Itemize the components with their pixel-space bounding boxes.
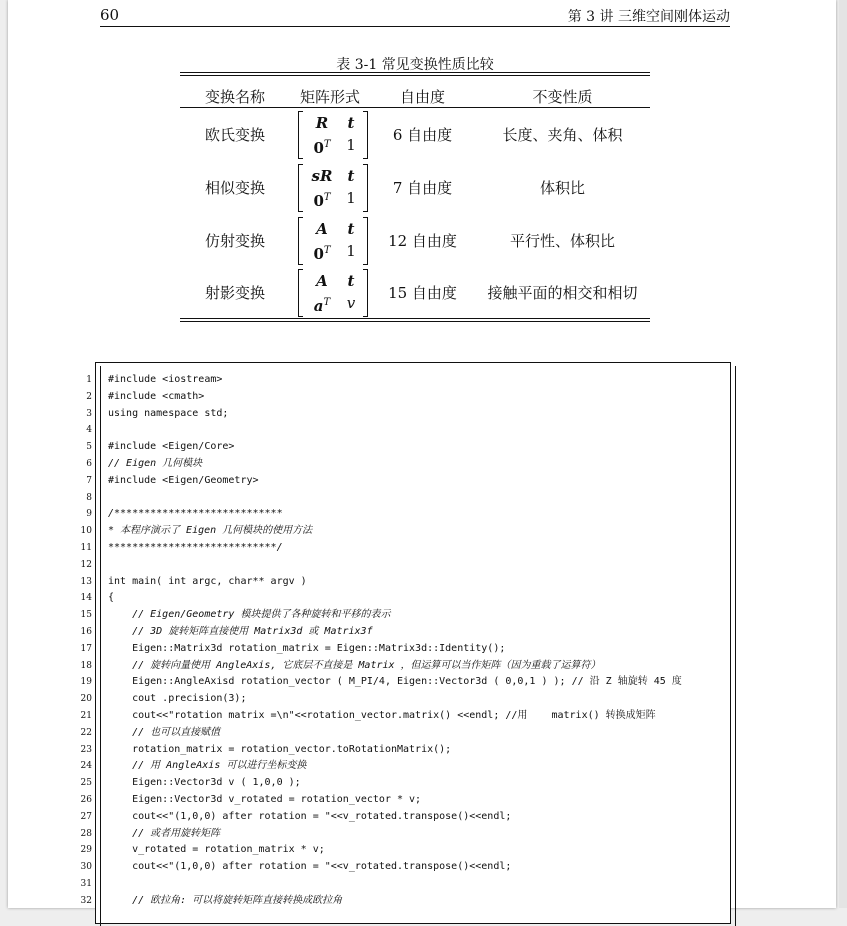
code-line: [0, 775, 730, 792]
code-line: [0, 389, 730, 406]
line-number: 31: [80, 878, 92, 889]
line-number: 26: [80, 794, 92, 805]
code-line: [0, 809, 730, 826]
code-line: [0, 658, 730, 675]
code-line: [0, 893, 730, 910]
line-number: 20: [80, 694, 92, 705]
matrix-entry: t: [347, 167, 355, 185]
table-row-invariant: 长度、夹角、体积: [502, 126, 623, 144]
code-line: [0, 490, 730, 507]
code-line: [0, 826, 730, 843]
code-line: [0, 674, 730, 691]
code-line: [0, 624, 730, 641]
matrix-entry: R: [315, 114, 329, 132]
line-number: 9: [86, 509, 92, 520]
code-line: [0, 372, 730, 389]
line-number: 24: [80, 761, 92, 772]
table-header-name: 变换名称: [204, 88, 265, 106]
code-text: // 欧拉角: 可以将旋转矩阵直接转换成欧拉角: [108, 894, 343, 906]
line-number: 6: [86, 458, 92, 469]
code-text: rotation_matrix = rotation_vector.toRotationMatrix();: [108, 743, 452, 755]
table-row-name: 相似变换: [204, 179, 265, 197]
table-bottom-rule-2: [180, 321, 650, 322]
table-row-name: 欧氏变换: [204, 126, 265, 144]
code-line: [0, 574, 730, 591]
code-text: cout .precision(3);: [108, 693, 247, 705]
code-line: [0, 742, 730, 759]
code-text: cout<<"(1,0,0) after rotation = "<<v_rotated.transpose()<<endl;: [108, 861, 512, 873]
line-number: 8: [86, 492, 92, 503]
line-number: 15: [80, 610, 92, 621]
table-mid-rule: [180, 107, 650, 108]
line-number: 2: [86, 391, 92, 402]
line-number: 27: [80, 811, 92, 822]
line-number: 5: [86, 442, 92, 453]
code-line: [0, 523, 730, 540]
line-number: 14: [80, 593, 92, 604]
code-listing-shadow-rule: [735, 366, 736, 926]
code-text: #include <Eigen/Core>: [108, 441, 235, 453]
matrix-euclidean: [298, 111, 368, 157]
table-row-dof: 12 自由度: [388, 232, 457, 250]
code-text: ****************************/: [108, 541, 283, 553]
code-line: [0, 792, 730, 809]
line-number: 29: [80, 845, 92, 856]
code-text: * 本程序演示了 Eigen 几何模块的使用方法: [108, 525, 313, 537]
viewer-scrollbar[interactable]: [839, 0, 847, 908]
table-row-dof: 6 自由度: [392, 126, 453, 144]
line-number: 19: [80, 677, 92, 688]
code-line: [0, 406, 730, 423]
table-caption: 表 3-1 常见变换性质比较: [336, 57, 494, 73]
line-number: 21: [80, 710, 92, 721]
table-row-name: 射影变换: [204, 284, 265, 302]
code-line: [0, 725, 730, 742]
code-text: // 或者用旋转矩阵: [108, 827, 221, 839]
table-row-name: 仿射变换: [204, 232, 265, 250]
line-number: 22: [80, 727, 92, 738]
table-row-invariant: 接触平面的相交和相切: [487, 284, 638, 302]
matrix-entry: v: [346, 294, 356, 312]
table-header-invariant: 不变性质: [532, 88, 593, 106]
table-bottom-rule: [180, 318, 650, 319]
matrix-entry: t: [347, 272, 355, 290]
line-number: 7: [86, 475, 92, 486]
code-text: Eigen::Vector3d v ( 1,0,0 );: [108, 777, 301, 789]
code-line: [0, 439, 730, 456]
line-number: 12: [80, 559, 92, 570]
table-top-rule: [180, 72, 650, 73]
code-line: [0, 758, 730, 775]
matrix-entry: $0^T$: [313, 192, 331, 210]
code-text: Eigen::AngleAxisd rotation_vector ( M_PI/4, Eigen::Vector3d ( 0,0,1 ) ); // 沿 Z 轴旋转 45 度: [108, 676, 682, 688]
line-number: 4: [86, 425, 92, 436]
code-line: [0, 842, 730, 859]
table-row-invariant: 体积比: [539, 179, 585, 197]
table-row-dof: 15 自由度: [388, 284, 457, 302]
page-number: 60: [100, 6, 120, 24]
code-text: {: [108, 592, 115, 604]
line-number: 3: [86, 408, 92, 419]
line-number: 25: [80, 778, 92, 789]
code-text: /****************************: [108, 508, 283, 520]
matrix-entry: t: [347, 220, 355, 238]
code-line: [0, 607, 730, 624]
matrix-entry: 1: [346, 242, 356, 260]
code-text: v_rotated = rotation_matrix * v;: [108, 844, 325, 856]
matrix-entry: $0^T$: [313, 139, 331, 157]
line-number: 13: [80, 576, 92, 587]
code-line: [0, 876, 730, 893]
matrix-entry: A: [316, 220, 328, 238]
line-number: 28: [80, 828, 92, 839]
page-header: [100, 6, 730, 26]
table-top-rule-2: [180, 75, 650, 76]
line-number: 30: [80, 862, 92, 873]
code-text: Eigen::Vector3d v_rotated = rotation_vector * v;: [108, 793, 422, 805]
line-number: 11: [80, 542, 92, 553]
matrix-projective: [298, 269, 368, 315]
code-line: [0, 422, 730, 439]
code-text: // Eigen 几何模块: [108, 457, 203, 469]
matrix-affine: [298, 217, 368, 263]
chapter-title: 第 3 讲 三维空间刚体运动: [567, 9, 730, 25]
code-text: // 用 AngleAxis 可以进行坐标变换: [108, 760, 307, 772]
code-line: [0, 641, 730, 658]
line-number: 16: [80, 626, 92, 637]
header-rule: [100, 26, 730, 27]
code-line: [0, 708, 730, 725]
line-number: 18: [80, 660, 92, 671]
line-number: 1: [86, 375, 92, 385]
code-line: [0, 859, 730, 876]
code-text: int main( int argc, char** argv ): [108, 575, 307, 587]
code-listing: [0, 372, 730, 910]
code-text: #include <iostream>: [108, 374, 223, 385]
code-line: [0, 557, 730, 574]
code-text: // Eigen/Geometry 模块提供了各种旋转和平移的表示: [108, 609, 391, 621]
matrix-entry: 1: [346, 136, 356, 154]
matrix-entry: $0^T$: [313, 245, 331, 263]
code-line: [0, 506, 730, 523]
line-number: 10: [80, 526, 92, 537]
table-row-dof: 7 自由度: [392, 179, 453, 197]
table-header-dof: 自由度: [399, 88, 445, 106]
code-text: #include <Eigen/Geometry>: [108, 474, 259, 486]
code-line: [0, 691, 730, 708]
code-text: // 旋转向量使用 AngleAxis, 它底层不直接是 Matrix ，但运算可以当作矩阵（因为重载了运算符）: [108, 659, 601, 671]
matrix-entry: t: [347, 114, 355, 132]
code-text: // 也可以直接赋值: [108, 726, 221, 738]
table-header-matrix: 矩阵形式: [299, 88, 360, 106]
line-number: 23: [80, 744, 92, 755]
matrix-entry: $a^T$: [313, 297, 331, 315]
code-text: using namespace std;: [108, 407, 229, 419]
code-text: cout<<"rotation matrix =\n"<<rotation_vector.matrix() <<endl; //用 matrix() 转换成矩阵: [108, 709, 656, 721]
table-row-invariant: 平行性、体积比: [509, 232, 615, 250]
line-number: 17: [80, 643, 92, 654]
code-text: Eigen::Matrix3d rotation_matrix = Eigen::Matrix3d::Identity();: [108, 642, 506, 654]
line-number: 32: [80, 895, 92, 906]
matrix-entry: 1: [346, 189, 356, 207]
code-text: cout<<"(1,0,0) after rotation = "<<v_rotated.transpose()<<endl;: [108, 810, 512, 822]
matrix-entry: sR: [311, 167, 333, 185]
matrix-entry: A: [316, 272, 328, 290]
code-line: [0, 540, 730, 557]
code-text: #include <cmath>: [108, 390, 205, 402]
code-text: // 3D 旋转矩阵直接使用 Matrix3d 或 Matrix3f: [108, 625, 373, 637]
code-line: [0, 456, 730, 473]
code-line: [0, 473, 730, 490]
matrix-similarity: [298, 164, 368, 210]
code-line: [0, 590, 730, 607]
